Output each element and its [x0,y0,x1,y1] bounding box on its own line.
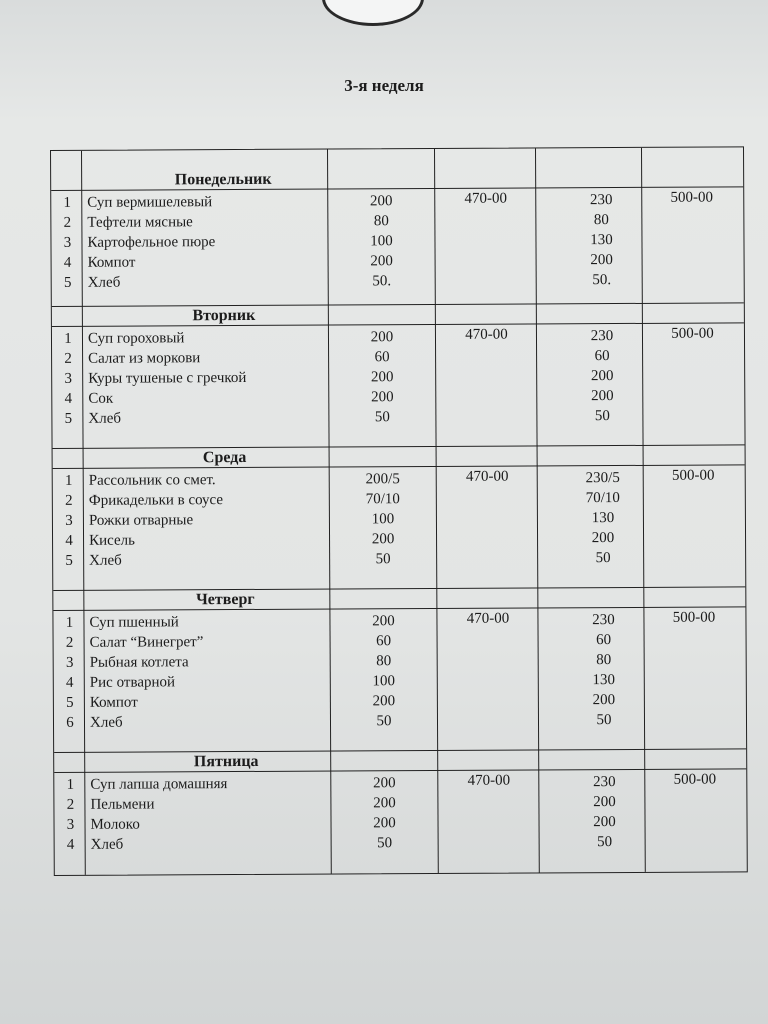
portion-weight-large: 230 [593,774,616,791]
dish-name: Хлеб [90,836,124,853]
dish-name-column [90,773,356,854]
portion-weight-large: 230/5 [585,470,620,487]
dish-name: Рис отварной [89,674,176,691]
row-number: 3 [66,816,75,833]
row-number: 1 [65,614,74,631]
row-number-column [56,329,81,429]
row-number: 2 [64,350,72,367]
row-number: 1 [64,330,72,347]
portion-weight-large: 50 [594,408,610,425]
row-number: 4 [66,836,75,853]
row-number: 4 [63,254,72,271]
dish-name: Пельмени [90,796,155,813]
price-small: 470-00 [466,610,510,627]
price-large: 500-00 [671,467,715,484]
row-number: 1 [64,472,73,489]
portion-weight-large: 50. [592,272,612,289]
row-number: 2 [65,492,73,509]
portion-weight-large: 200 [590,368,614,385]
portion-weight-large: 200 [593,794,616,811]
price-small: 470-00 [465,326,508,343]
portion-weight-small: 100 [372,673,396,690]
row-number: 4 [64,390,73,407]
dish-name: Салат из моркови [88,350,201,367]
row-number: 3 [64,370,72,387]
portion-weight-large: 200 [593,814,616,831]
portion-weight-small: 60 [376,633,392,650]
dish-name: Суп вермишелевый [87,194,213,211]
portion-weight-small: 50 [374,409,390,426]
portion-weight-large: 130 [591,510,615,527]
portion-weight-large: 80 [593,212,609,229]
row-number: 5 [65,552,73,569]
price-large: 500-00 [671,325,714,342]
portion-weight-small: 50 [375,551,391,568]
portion-weight-large: 230 [589,192,613,209]
portion-weight-small: 60 [374,349,390,366]
portion-weight-small: 200 [373,775,396,792]
price-small: 470-00 [464,190,508,207]
dish-name-column [89,469,356,570]
day-section [51,167,744,306]
portion-weight-large: 200 [592,692,616,709]
dish-name: Картофельное пюре [87,234,216,251]
day-name: Понедельник [174,170,272,189]
portion-weight-large: 130 [592,672,616,689]
day-name: Вторник [192,306,256,325]
dish-name: Суп лапша домашняя [90,776,228,793]
dish-name: Салат “Винегрет” [89,634,204,651]
dish-name: Рыбная котлета [89,654,189,671]
row-number: 1 [63,194,72,211]
portion-weight-small-column [332,327,433,428]
portion-weight-large: 50 [595,550,611,567]
dish-name: Сок [88,390,114,407]
dish-name-column [89,611,356,732]
price-large: 500-00 [670,189,714,206]
row-number: 3 [65,654,74,671]
portion-weight-small: 200/5 [365,471,400,488]
day-section [53,586,746,753]
portion-weight-small-column [333,611,434,732]
row-number-column [57,613,82,733]
row-number: 6 [66,714,74,731]
row-number: 1 [66,776,75,793]
portion-weight-small: 100 [370,233,393,250]
portion-weight-large: 200 [590,252,613,269]
price-large: 500-00 [672,609,716,626]
row-number: 2 [63,214,72,231]
dish-name: Компот [87,254,136,271]
portion-weight-small: 70/10 [365,491,400,508]
portion-weight-small: 50 [377,835,393,852]
portion-weight-large: 50 [596,712,612,729]
dish-name: Хлеб [89,552,122,569]
row-number-column [57,471,82,571]
menu-table [50,146,748,876]
portion-weight-large: 70/10 [585,490,620,507]
portion-weight-small-column [333,469,434,570]
portion-weight-large: 230 [590,328,614,345]
portion-weight-small: 200 [372,693,396,710]
dish-name: Куры тушеные с гречкой [88,369,247,387]
portion-weight-small: 200 [370,329,394,346]
portion-weight-small: 200 [371,531,395,548]
page-title: 3-я неделя [344,76,424,95]
portion-weight-small: 200 [372,613,395,630]
portion-weight-small: 80 [373,213,389,230]
price-large: 500-00 [673,771,717,788]
row-number: 3 [63,234,72,251]
portion-weight-large: 80 [596,652,612,669]
row-number: 4 [65,532,73,549]
portion-weight-small: 200 [370,253,393,270]
portion-weight-large: 200 [591,530,615,547]
day-name: Среда [202,448,247,467]
portion-weight-large: 200 [591,388,614,405]
portion-weight-small: 200 [373,815,396,832]
dish-name-column [88,327,355,428]
dish-name: Тефтели мясные [87,214,193,231]
row-number: 4 [65,674,74,691]
row-number: 5 [66,694,74,711]
portion-weight-small: 50. [372,273,392,290]
price-small: 470-00 [465,468,509,485]
dish-name: Суп пшенный [89,614,179,631]
portion-weight-small: 200 [371,389,394,406]
portion-weight-small: 100 [371,511,395,528]
portion-weight-large: 130 [590,232,613,249]
row-number: 3 [65,512,73,529]
portion-weight-small: 200 [373,795,396,812]
portion-weight-small: 80 [376,653,392,670]
dish-name: Рожки отварные [88,512,194,529]
day-name: Пятница [193,752,259,771]
portion-weight-large: 60 [594,348,610,365]
row-number: 5 [63,274,72,291]
portion-weight-large: 230 [592,612,615,629]
portion-weight-small-column [334,773,434,854]
day-section [52,302,745,449]
portion-weight-small: 200 [370,369,394,386]
portion-weight-large: 60 [596,632,612,649]
day-section [54,748,747,878]
dish-name: Молоко [90,816,140,833]
row-number: 2 [66,796,75,813]
dish-name: Хлеб [87,274,121,291]
dish-name: Хлеб [89,714,123,731]
row-number-column [55,193,80,293]
row-number-column [58,775,82,855]
dish-name: Кисель [89,532,135,549]
portion-weight-small-column [331,191,432,292]
dish-name: Рассольник со смет. [88,472,216,489]
dish-name-column [87,191,354,292]
portion-weight-small: 50 [376,713,392,730]
dish-name: Хлеб [88,410,122,427]
day-name: Четверг [195,590,255,609]
day-section [53,444,746,591]
price-small: 470-00 [467,772,511,789]
punch-hole [322,0,424,26]
dish-name: Компот [89,694,138,711]
dish-name: Фрикадельки в соусе [88,492,224,509]
row-number: 5 [64,410,73,427]
portion-weight-large: 50 [597,834,613,851]
row-number: 2 [65,634,74,651]
portion-weight-small: 200 [369,193,393,210]
dish-name: Суп гороховый [87,330,185,347]
